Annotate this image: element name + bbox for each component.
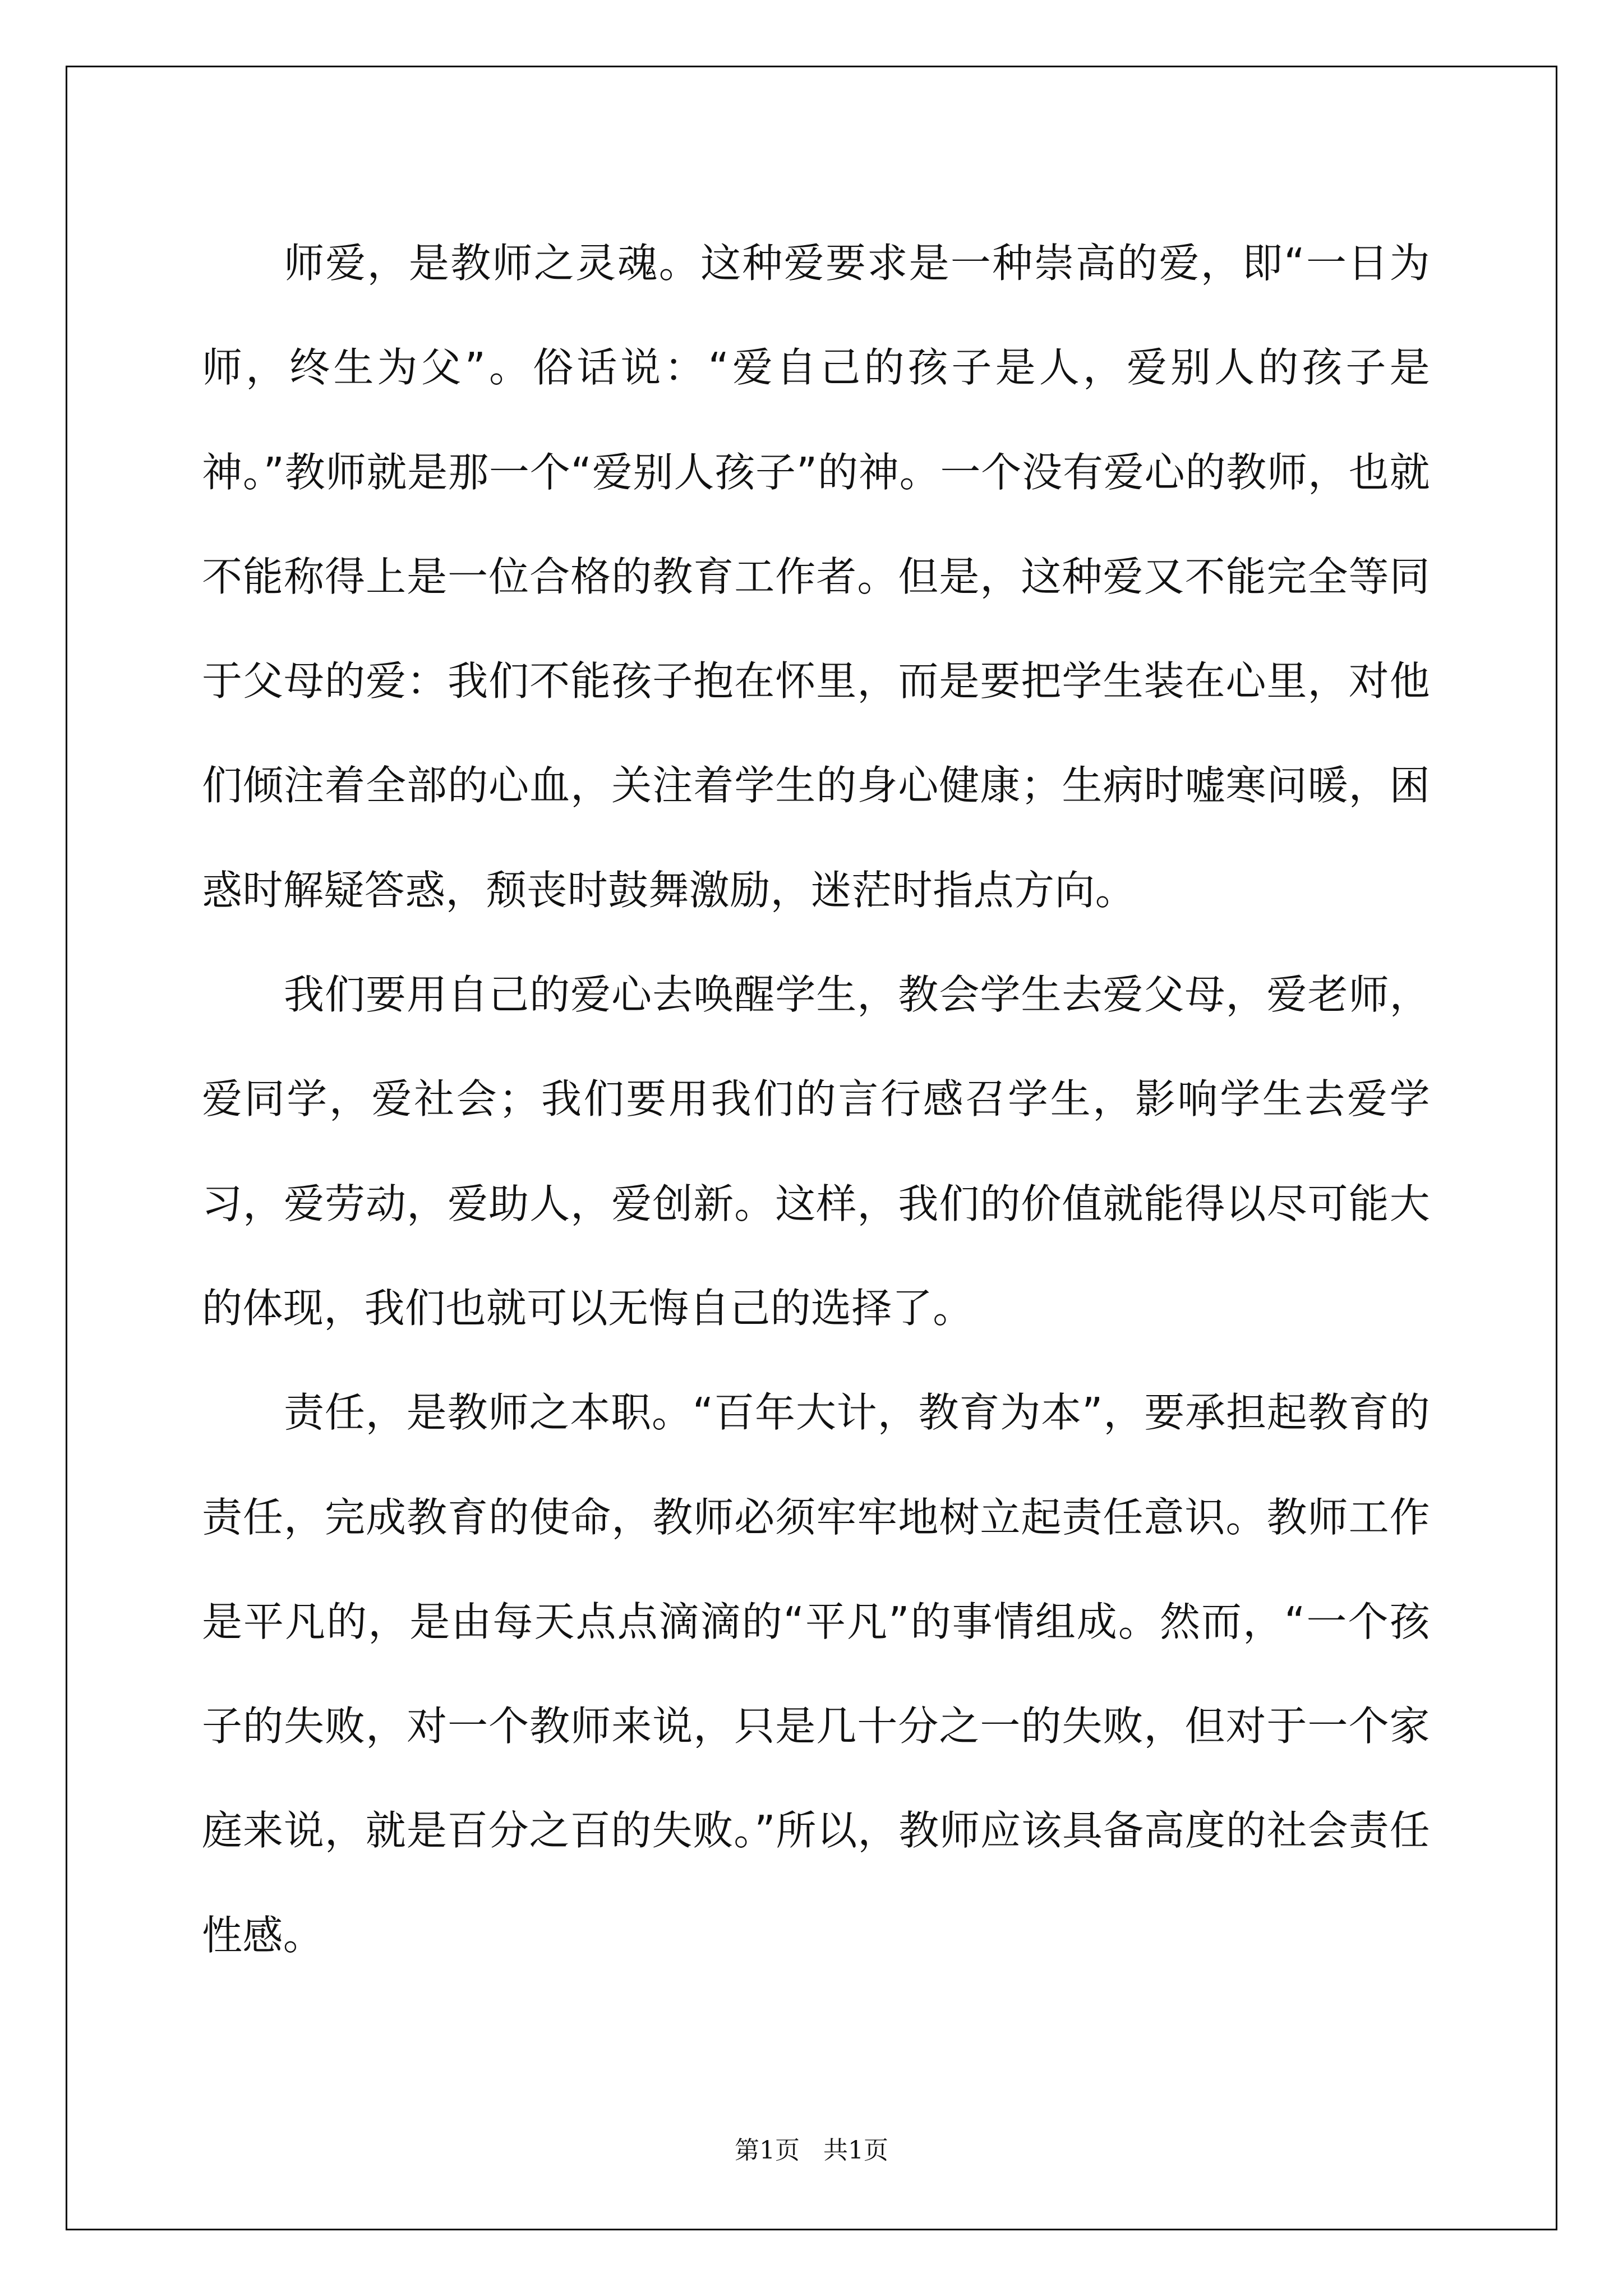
paragraph-awaken-students: 我们要用自己的爱心去唤醒学生，教会学生去爱父母，爱老师，爱同学，爱社会；我们要用我们的言行感召学生，影响学生去爱学习，爱劳动，爱助人，爱创新。这样，我们的价值就能得以尽可能大的体现，我们也就可以无悔自己的选择了。 [202,971,1430,1332]
document-body [202,211,1430,1987]
paragraph-teacher-love: 师爱，是教师之灵魂。这种爱要求是一种崇高的爱，即“一日为师，终生为父”。俗话说：“爱自己的孩子是人，爱别人的孩子是神。”教师就是那一个“爱别人孩子”的神。一个没有爱心的教师，也就不能称得上是一位合格的教育工作者。但是，这种爱又不能完全等同于父母的爱：我们不能孩子抱在怀里，而是要把学生装在心里，对他们倾注着全部的心血，关注着学生的身心健康；生病时嘘寒问暖，困惑时解疑答惑，颓丧时鼓舞激励，迷茫时指点方向。 [202,240,1430,914]
page-number-current: 第1页 [735,2136,800,2165]
paragraph-teacher-responsibility: 责任，是教师之本职。“百年大计，教育为本”，要承担起教育的责任，完成教育的使命，教师必须牢牢地树立起责任意识。教师工作是平凡的，是由每天点点滴滴的“平凡”的事情组成。然而，“一个孩子的失败，对一个教师来说，只是几十分之一的失败，但对于一个家庭来说，就是百分之百的失败。”所以，教师应该具备高度的社会责任性感。 [202,1389,1430,1959]
page-number-total: 共1页 [823,2136,888,2165]
page-footer [0,2130,1623,2166]
